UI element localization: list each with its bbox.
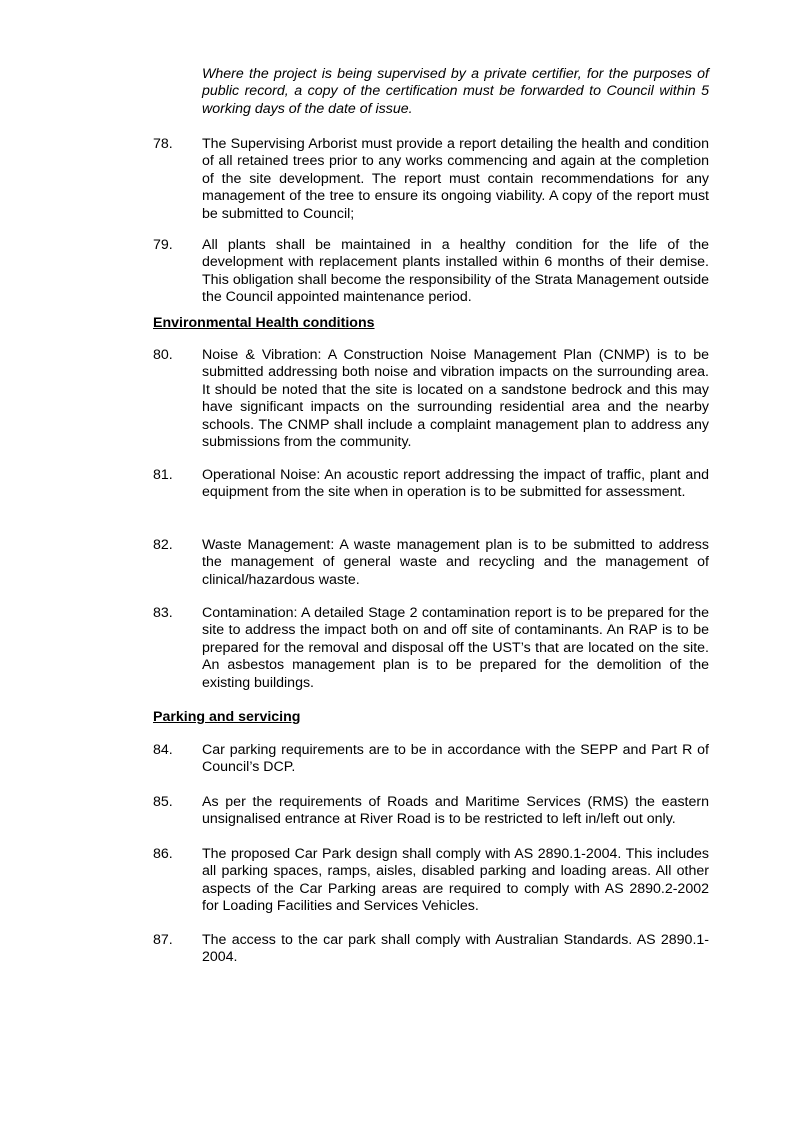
clause-text: As per the requirements of Roads and Maritime Services (RMS) the eastern unsignalised entrance at River Road is to be restricted to left in/left out only.: [202, 794, 709, 828]
clause-85: [153, 794, 709, 829]
section-heading-environmental-health: Environmental Health conditions: [153, 315, 375, 331]
clause-number: 81.: [153, 467, 173, 483]
section-heading-parking: Parking and servicing: [153, 709, 301, 725]
clause-83: [153, 605, 709, 692]
clause-number: 79.: [153, 237, 173, 253]
clause-81: [153, 467, 709, 502]
intro-paragraph: Where the project is being supervised by a private certifier, for the purposes of public record, a copy of the certification must be forwarded to Council within 5 working days of the date of issue.: [202, 66, 709, 117]
clause-text: The proposed Car Park design shall comply with AS 2890.1-2004. This includes all parking spaces, ramps, aisles, disabled parking and loading areas. All other aspects of the Car Parking areas are required to comply with AS 2890.2-2002 for Loading Facilities and Services Vehicles.: [202, 846, 709, 915]
clause-82: [153, 537, 709, 589]
clause-text: Noise & Vibration: A Construction Noise Management Plan (CNMP) is to be submitted addressing both noise and vibration impacts on the surrounding area. It should be noted that the site is located on a sandstone bedrock and this may have significant impacts on the surrounding residential area and the nearby schools. The CNMP shall include a complaint management plan to address any submissions from the community.: [202, 347, 709, 451]
clause-number: 82.: [153, 537, 173, 553]
clause-84: [153, 742, 709, 777]
clause-number: 85.: [153, 794, 173, 810]
clause-number: 78.: [153, 136, 173, 152]
clause-86: [153, 846, 709, 916]
clause-number: 87.: [153, 932, 173, 948]
clause-number: 86.: [153, 846, 173, 862]
clause-78: [153, 136, 709, 223]
clause-text: Waste Management: A waste management plan is to be submitted to address the management of general waste and recycling and the management of clinical/hazardous waste.: [202, 537, 709, 588]
clause-text: The Supervising Arborist must provide a report detailing the health and condition of all retained trees prior to any works commencing and again at the completion of the site development. The report must contain recommendations for any management of the tree to ensure its ongoing viability. A copy of the report must be submitted to Council;: [202, 136, 709, 222]
clause-87: [153, 932, 709, 967]
clause-text: Contamination: A detailed Stage 2 contamination report is to be prepared for the site to address the impact both on and off site of contaminants. An RAP is to be prepared for the removal and disposal off the UST’s that are located on the site. An asbestos management plan is to be prepared for the demolition of the existing buildings.: [202, 605, 709, 691]
clause-text: Operational Noise: An acoustic report addressing the impact of traffic, plant and equipment from the site when in operation is to be submitted for assessment.: [202, 467, 709, 501]
clause-80: [153, 347, 709, 451]
clause-number: 80.: [153, 347, 173, 363]
clause-text: Car parking requirements are to be in accordance with the SEPP and Part R of Council’s DCP.: [202, 742, 709, 776]
clause-number: 83.: [153, 605, 173, 621]
clause-text: The access to the car park shall comply with Australian Standards. AS 2890.1-2004.: [202, 932, 709, 966]
clause-number: 84.: [153, 742, 173, 758]
clause-text: All plants shall be maintained in a healthy condition for the life of the development with replacement plants installed within 6 months of their demise. This obligation shall become the responsibility of the Strata Management outside the Council appointed maintenance period.: [202, 237, 709, 306]
clause-79: [153, 237, 709, 307]
